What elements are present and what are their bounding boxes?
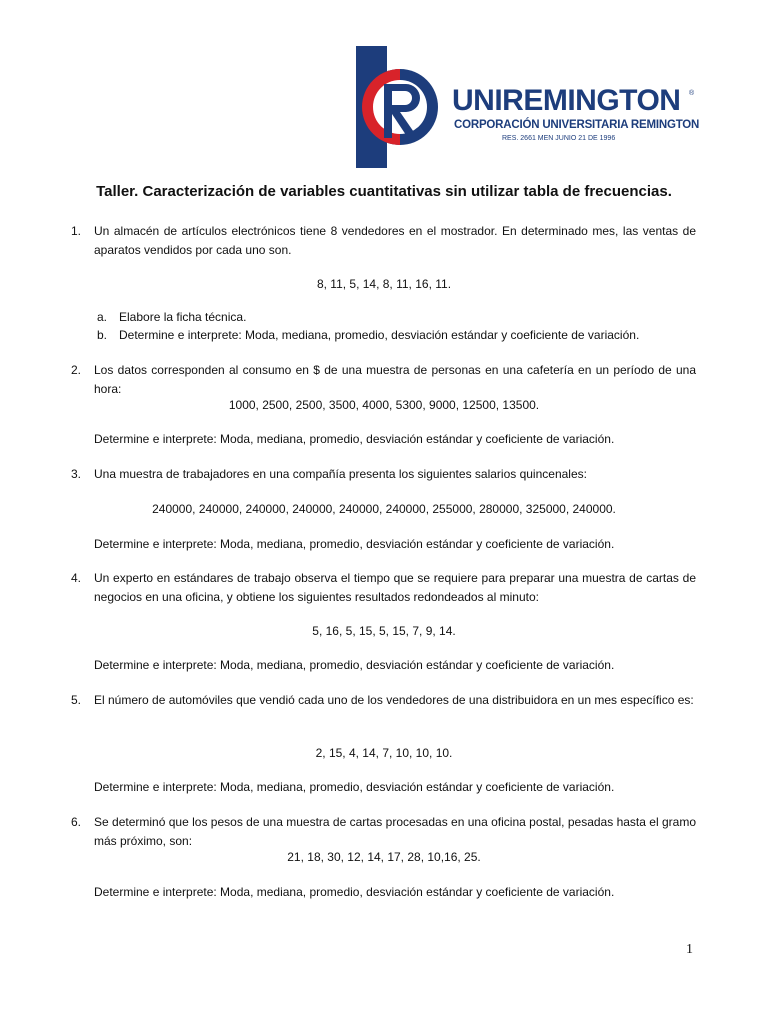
logo-resolution: RES. 2661 MEN JUNIO 21 DE 1996	[502, 135, 616, 142]
logo-emblem-icon	[356, 46, 448, 168]
problem-data: 2, 15, 4, 14, 7, 10, 10, 10.	[315, 746, 453, 760]
uniremington-logo	[356, 46, 701, 168]
subitem-text: Determine e interprete: Moda, mediana, promedio, desviación estándar y coeficiente de variación.	[119, 328, 640, 342]
problem-instruction: Determine e interprete: Moda, mediana, promedio, desviación estándar y coeficiente de variación.	[94, 432, 615, 446]
problem-instruction: Determine e interprete: Moda, mediana, promedio, desviación estándar y coeficiente de variación.	[94, 885, 615, 899]
problem-instruction: Determine e interprete: Moda, mediana, promedio, desviación estándar y coeficiente de variación.	[94, 537, 615, 551]
problem-number: 1.	[71, 224, 82, 238]
document-title: Taller. Caracterización de variables cuantitativas sin utilizar tabla de frecuencias.	[96, 183, 672, 200]
problem-text: El número de automóviles que vendió cada uno de los vendedores de una distribuidora en un mes específico es:	[94, 693, 694, 707]
problem-number: 2.	[71, 363, 82, 377]
problem-number: 4.	[71, 571, 82, 585]
subitem-text: Elabore la ficha técnica.	[119, 310, 247, 324]
problem-text: Una muestra de trabajadores en una compañía presenta los siguientes salarios quincenales:	[94, 467, 587, 481]
problem-text: Los datos corresponden al consumo en $ de una muestra de personas en una cafetería en un período de una hora:	[94, 363, 696, 396]
logo-brand-name: UNIREMINGTON	[452, 84, 681, 117]
problem-text: Se determinó que los pesos de una muestra de cartas procesadas en una oficina postal, pesadas hasta el gramo más próximo, son:	[94, 815, 696, 848]
problem-text: Un experto en estándares de trabajo observa el tiempo que se requiere para preparar una muestra de cartas de negocios en una oficina, y obtiene los siguientes resultados redondeados al minuto:	[94, 571, 696, 604]
problem-data: 1000, 2500, 2500, 3500, 4000, 5300, 9000, 12500, 13500.	[228, 398, 540, 412]
problem-data: 240000, 240000, 240000, 240000, 240000, 240000, 255000, 280000, 325000, 240000.	[152, 502, 616, 516]
problem-data: 8, 11, 5, 14, 8, 11, 16, 11.	[316, 277, 452, 291]
problem-data: 21, 18, 30, 12, 14, 17, 28, 10,16, 25.	[287, 850, 481, 864]
problem-number: 3.	[71, 467, 82, 481]
subitem-letter: b.	[97, 328, 108, 342]
page-number: 1	[686, 942, 693, 957]
subitem-letter: a.	[97, 310, 108, 324]
problem-number: 6.	[71, 815, 82, 829]
problem-instruction: Determine e interprete: Moda, mediana, promedio, desviación estándar y coeficiente de variación.	[94, 658, 615, 672]
logo-registered-mark: ®	[689, 90, 695, 97]
problem-number: 5.	[71, 693, 82, 707]
problem-data: 5, 16, 5, 15, 5, 15, 7, 9, 14.	[312, 624, 456, 638]
problem-text: Un almacén de artículos electrónicos tiene 8 vendedores en el mostrador. En determinado mes, las ventas de aparatos vendidos por cada uno son.	[94, 224, 696, 257]
logo-subtitle: CORPORACIÓN UNIVERSITARIA REMINGTON	[454, 119, 700, 131]
problem-instruction: Determine e interprete: Moda, mediana, promedio, desviación estándar y coeficiente de variación.	[94, 780, 615, 794]
